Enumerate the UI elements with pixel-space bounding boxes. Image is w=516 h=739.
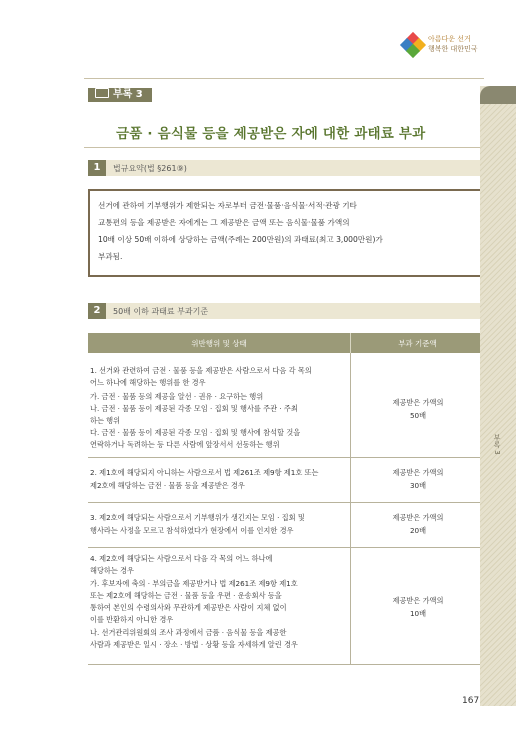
appendix-label — [88, 88, 152, 102]
standard-amount: 제공받은 가액의 — [392, 398, 444, 407]
table-row — [88, 548, 485, 665]
row-text: 나. 금전 · 물품 등이 제공된 각종 모임 · 집회 및 행사를 주관 · 주최 — [90, 404, 298, 413]
standard-amount: 제공받은 가액의 — [392, 513, 444, 522]
page-number: 167 — [462, 696, 480, 706]
table-row — [88, 458, 485, 503]
logo-line2: 행복한 대한민국 — [428, 45, 478, 53]
summary-line: 10배 이상 50배 이하에 상당하는 금액(주례는 200만원)의 과태료(최고 3,000만원)가 — [98, 235, 383, 244]
row-text: 가. 금전 · 물품 등의 제공을 알선 · 권유 · 요구하는 행위 — [90, 392, 264, 401]
row-text: 하는 행위 — [90, 416, 121, 425]
side-tab — [480, 86, 516, 706]
section-number: 1 — [88, 160, 106, 176]
row-text: 연락하거나 독려하는 등 다른 사람에 앞장서서 선동하는 행위 — [90, 440, 280, 449]
summary-line: 부과됨. — [98, 252, 123, 261]
row-text: 가. 후보자에 축의 · 부의금을 제공받거나 법 제261조 제9항 제1호 — [90, 579, 298, 588]
row-text: 어느 하나에 해당하는 행위를 한 경우 — [90, 378, 206, 387]
column-header-violation: 위반행위 및 상태 — [191, 339, 247, 348]
title-rule — [84, 147, 484, 148]
row-text: 해당하는 경우 — [90, 566, 134, 575]
row-text: 또는 제2호에 해당하는 금전 · 물품 등을 우편 · 운송회사 등을 — [90, 591, 282, 600]
page-title: 금품 · 음식물 등을 제공받은 자에 대한 과태료 부과 — [116, 126, 426, 142]
table-row — [88, 353, 485, 458]
book-icon — [95, 88, 109, 98]
summary-line: 선거에 관하여 기부행위가 제한되는 자로부터 금전·물품·음식물·서적·관광 기타 — [98, 201, 357, 210]
summary-box — [88, 189, 492, 277]
row-text: 1. 선거와 관련하여 금전 · 물품 등을 제공받은 사람으로서 다음 각 목의 — [90, 366, 312, 375]
section-2-header — [88, 303, 484, 319]
standard-multiple: 10배 — [409, 609, 427, 618]
section-label: 50배 이하 과태료 부과기준 — [113, 307, 209, 316]
row-text: 통하여 본인의 수령의사와 무관하게 제공받은 사람이 지체 없이 — [90, 603, 287, 612]
summary-line: 교통편의 등을 제공받은 자에게는 그 제공받은 금액 또는 음식물·물품 가액의 — [98, 218, 350, 227]
row-text: 나. 선거관리위원회의 조사 과정에서 금품 · 음식물 등을 제공한 — [90, 628, 287, 637]
row-text: 이를 반환하지 아니한 경우 — [90, 615, 174, 624]
row-text: 제2호에 해당하는 금전 · 물품 등을 제공받은 경우 — [90, 481, 245, 490]
table-row — [88, 503, 485, 548]
row-text: 다. 금전 · 물품 등이 제공된 각종 모임 · 집회 및 행사에 참석할 것을 — [90, 428, 301, 437]
standard-amount: 제공받은 가액의 — [392, 596, 444, 605]
standard-amount: 제공받은 가액의 — [392, 468, 444, 477]
appendix-text: 부록 3 — [113, 89, 143, 100]
logo-line1: 아름다운 선거 — [428, 35, 471, 43]
standard-multiple: 20배 — [409, 526, 427, 535]
header-rule — [84, 78, 484, 79]
section-1-header — [88, 160, 484, 176]
table-header — [88, 333, 485, 353]
penalty-table — [88, 333, 485, 649]
column-header-standard: 부과 기준액 — [398, 339, 437, 348]
row-text: 4. 제2호에 해당되는 사람으로서 다음 각 목의 어느 하나에 — [90, 554, 273, 563]
logo — [402, 32, 492, 60]
logo-diamond-icon — [402, 34, 424, 56]
row-text: 3. 제2호에 해당되는 사람으로서 기부행위가 생긴지는 모임 · 집회 및 — [90, 513, 305, 522]
row-text: 사람과 제공받은 일시 · 장소 · 방법 · 상황 등을 자세하게 알린 경우 — [90, 640, 298, 649]
side-tab-label: 부록 3 — [493, 434, 501, 455]
section-number: 2 — [88, 303, 106, 319]
section-label: 법규요약(법 §261⑨) — [113, 164, 187, 173]
standard-multiple: 50배 — [409, 411, 427, 420]
standard-multiple: 30배 — [409, 481, 427, 490]
row-text: 행사라는 사정을 모르고 참석하였다가 현장에서 이를 인지한 경우 — [90, 526, 294, 535]
row-text: 2. 제1호에 해당되지 아니하는 사람으로서 법 제261조 제9항 제1호 또는 — [90, 468, 319, 477]
